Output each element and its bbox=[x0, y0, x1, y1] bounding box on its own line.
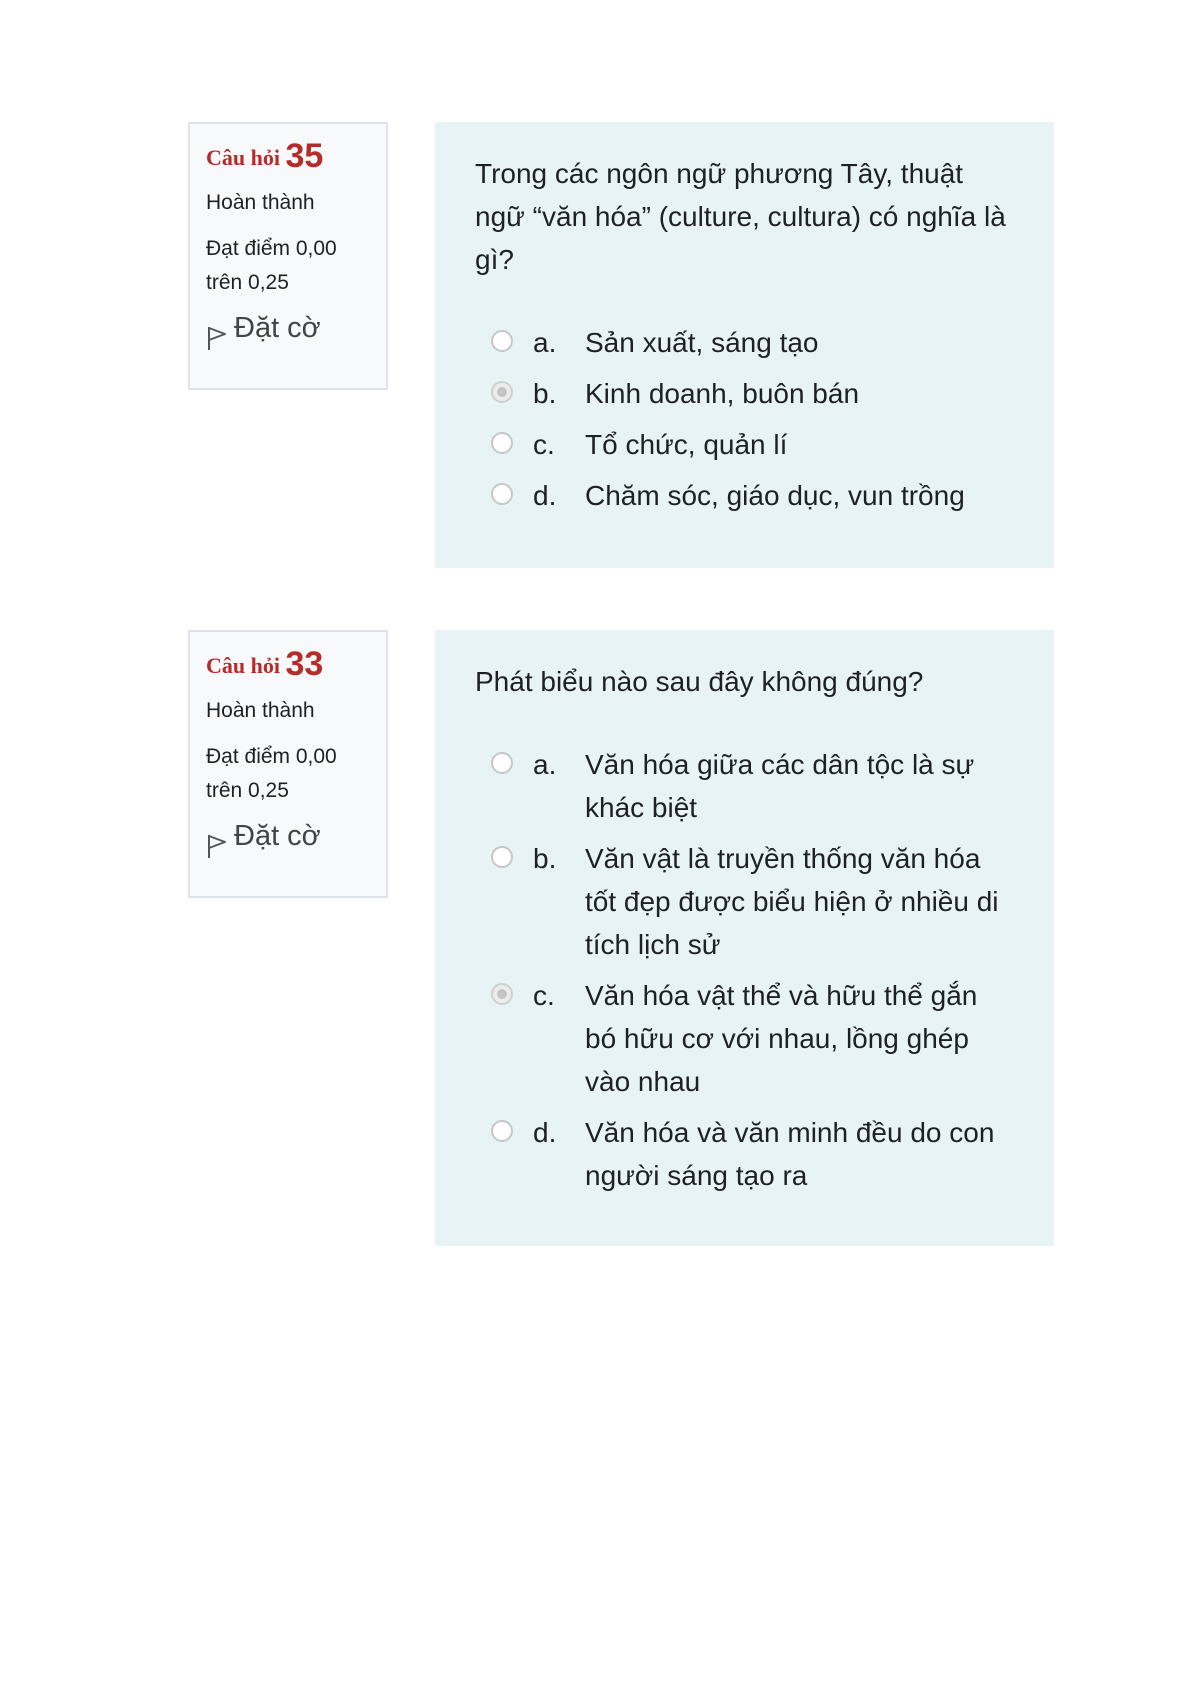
radio-button[interactable] bbox=[491, 846, 513, 868]
option-letter: a. bbox=[533, 327, 557, 358]
question-number-value: 35 bbox=[285, 137, 324, 175]
option-letter: d. bbox=[533, 480, 557, 511]
option-letter: b. bbox=[533, 378, 557, 409]
question-number-value: 33 bbox=[285, 645, 324, 683]
answer-option-b[interactable] bbox=[475, 372, 1014, 415]
question-content bbox=[435, 630, 1054, 1246]
answer-option-a[interactable] bbox=[475, 743, 1014, 829]
question-state: Hoàn thành bbox=[206, 699, 315, 722]
option-letter: c. bbox=[533, 429, 555, 460]
radio-button[interactable] bbox=[491, 483, 513, 505]
flag-icon bbox=[206, 831, 228, 859]
question-text: Phát biểu nào sau đây không đúng? bbox=[475, 666, 924, 697]
flag-icon bbox=[206, 323, 228, 351]
flag-label: Đặt cờ bbox=[234, 312, 321, 344]
radio-button[interactable] bbox=[491, 983, 513, 1005]
option-text: Văn hóa giữa các dân tộc là sự khác biệt bbox=[585, 749, 975, 823]
radio-button[interactable] bbox=[491, 1120, 513, 1142]
question-number: Câu hỏi 35 bbox=[206, 137, 324, 175]
option-text: Văn vật là truyền thống văn hóa tốt đẹp được biểu hiện ở nhiều di tích lịch sử bbox=[585, 843, 999, 960]
flag-question-button[interactable] bbox=[206, 820, 370, 853]
answer-options bbox=[475, 743, 1014, 1197]
option-letter: d. bbox=[533, 1117, 557, 1148]
question-number: Câu hỏi 33 bbox=[206, 645, 324, 683]
flag-label: Đặt cờ bbox=[234, 820, 321, 852]
answer-option-d[interactable] bbox=[475, 474, 1014, 517]
radio-button[interactable] bbox=[491, 752, 513, 774]
option-letter: c. bbox=[533, 980, 555, 1011]
radio-button[interactable] bbox=[491, 330, 513, 352]
flag-question-button[interactable] bbox=[206, 312, 370, 345]
option-text: Văn hóa và văn minh đều do con người sáng tạo ra bbox=[585, 1117, 995, 1191]
option-text: Chăm sóc, giáo dục, vun trồng bbox=[585, 480, 965, 511]
option-text: Kinh doanh, buôn bán bbox=[585, 378, 860, 409]
answer-options bbox=[475, 321, 1014, 517]
question-grade: Đạt điểm 0,00 trên 0,25 bbox=[206, 237, 337, 294]
radio-button[interactable] bbox=[491, 381, 513, 403]
question-info bbox=[188, 122, 388, 390]
question-text: Trong các ngôn ngữ phương Tây, thuật ngữ “văn hóa” (culture, cultura) có nghĩa là gì? bbox=[475, 158, 1006, 275]
answer-option-b[interactable] bbox=[475, 837, 1014, 966]
option-letter: b. bbox=[533, 843, 557, 874]
radio-button[interactable] bbox=[491, 432, 513, 454]
option-text: Tổ chức, quản lí bbox=[585, 429, 788, 460]
question-state: Hoàn thành bbox=[206, 191, 315, 214]
answer-option-c[interactable] bbox=[475, 423, 1014, 466]
answer-option-a[interactable] bbox=[475, 321, 1014, 364]
option-letter: a. bbox=[533, 749, 557, 780]
question-content bbox=[435, 122, 1054, 568]
option-text: Sản xuất, sáng tạo bbox=[585, 327, 819, 358]
question-grade: Đạt điểm 0,00 trên 0,25 bbox=[206, 745, 337, 802]
option-text: Văn hóa vật thể và hữu thể gắn bó hữu cơ với nhau, lồng ghép vào nhau bbox=[585, 980, 978, 1097]
answer-option-c[interactable] bbox=[475, 974, 1014, 1103]
answer-option-d[interactable] bbox=[475, 1111, 1014, 1197]
question-info bbox=[188, 630, 388, 898]
